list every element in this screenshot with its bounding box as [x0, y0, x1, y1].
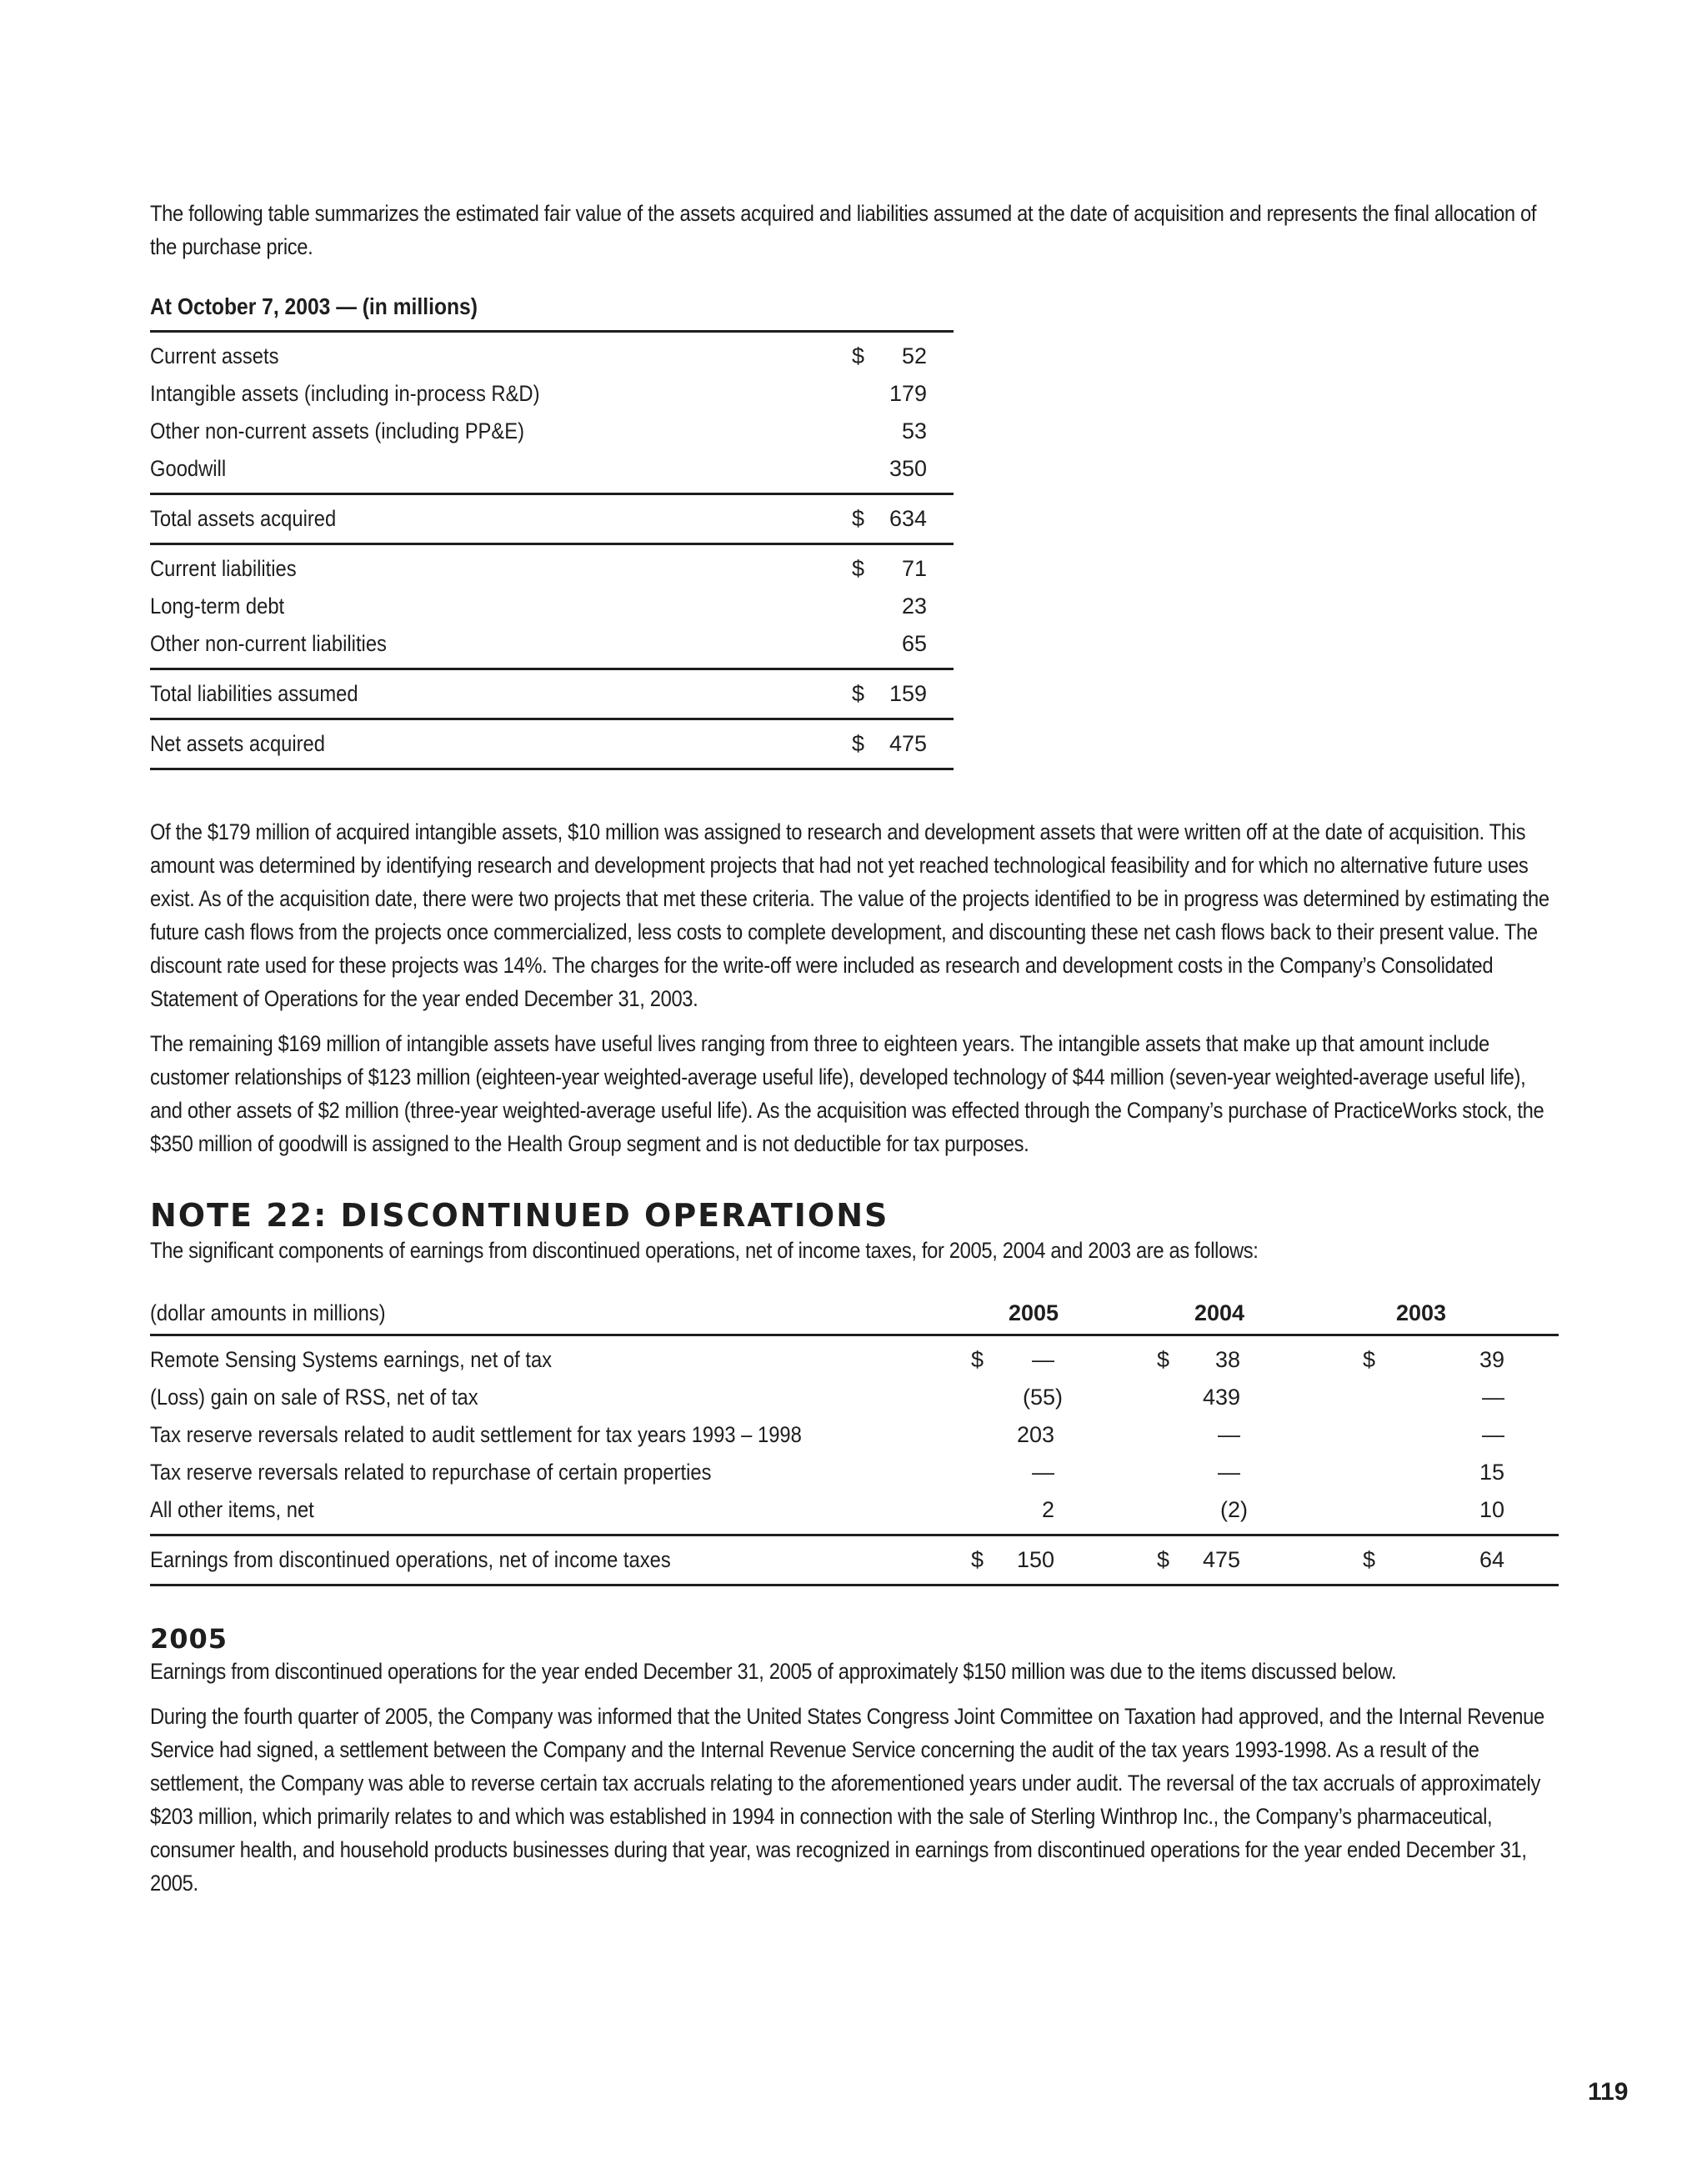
cell-value: (55)	[1022, 1385, 1063, 1410]
cell-value: —	[1482, 1422, 1504, 1447]
page-content	[150, 197, 1559, 1900]
row-value: 159	[889, 681, 927, 706]
table-row	[150, 450, 954, 488]
row-label: Remote Sensing Systems earnings, net of tax	[150, 1347, 553, 1372]
table-header	[150, 1292, 1559, 1336]
net-assets-row-group	[150, 718, 954, 770]
row-value: 23	[901, 594, 927, 619]
year-header: 2004	[1194, 1300, 1245, 1325]
table-row	[150, 1416, 1559, 1454]
cell-value: —	[1218, 1460, 1240, 1485]
row-label: (Loss) gain on sale of RSS, net of tax	[150, 1385, 478, 1410]
cell-value: —	[1032, 1347, 1054, 1372]
row-value: 179	[889, 381, 927, 406]
remaining-intangibles-paragraph: The remaining $169 million of intangible assets have useful lives ranging from three to eighteen years. The intangible assets that make up that amount include customer relationships of $123 million (eighteen-year weighted-average useful life), developed technology of $44 million (seven-year weighted-average useful life), and other assets of $2 million (three-year weighted-average useful life). As the acquisition was effected through the Company’s purchase of PracticeWorks stock, the $350 million of goodwill is assigned to the Health Group segment and is not deductible for tax purposes.	[150, 1031, 1544, 1156]
table-row	[150, 338, 954, 375]
disc-rows	[150, 1336, 1559, 1534]
row-label: Goodwill	[150, 456, 227, 481]
cell-value: 64	[1479, 1547, 1504, 1572]
table-row	[150, 1491, 1559, 1529]
row-value: 53	[901, 418, 927, 443]
cell-value: —	[1482, 1385, 1504, 1410]
assets-group	[150, 333, 954, 493]
row-label: Net assets acquired	[150, 731, 325, 756]
year-header: 2005	[1008, 1300, 1059, 1325]
table-row	[150, 1454, 1559, 1491]
total-row	[150, 675, 954, 713]
currency-symbol: $	[852, 731, 865, 756]
row-value: 65	[901, 631, 927, 656]
total-row	[150, 725, 954, 763]
year-header: 2003	[1395, 1300, 1447, 1325]
row-value: 350	[889, 456, 927, 481]
subheading-2005: 2005	[150, 1623, 228, 1655]
currency-symbol: $	[971, 1347, 984, 1372]
row-label: Tax reserve reversals related to audit settlement for tax years 1993 – 1998	[150, 1422, 802, 1447]
note-intro: The significant components of earnings from discontinued operations, net of income taxes, for 2005, 2004 and 2003 are as follows:	[150, 1238, 1259, 1263]
currency-symbol: $	[852, 343, 865, 368]
currency-symbol: $	[852, 506, 865, 531]
total-liabilities-row-group	[150, 668, 954, 718]
row-label: Tax reserve reversals related to repurchase of certain properties	[150, 1460, 712, 1485]
row-label: Long-term debt	[150, 594, 285, 619]
row-label: Total liabilities assumed	[150, 681, 358, 706]
row-label: Current liabilities	[150, 556, 297, 581]
intro-paragraph: The following table summarizes the estimated fair value of the assets acquired and liabilities assumed at the date of acquisition and represents the final allocation of the purchase price.	[150, 201, 1537, 259]
table-row	[150, 588, 954, 625]
currency-symbol: $	[1157, 1347, 1170, 1372]
row-label: Other non-current liabilities	[150, 631, 387, 656]
row-label: Earnings from discontinued operations, net of income taxes	[150, 1547, 671, 1572]
disc-total-group	[150, 1534, 1559, 1586]
cell-value: —	[1218, 1422, 1240, 1447]
table-row	[150, 1341, 1559, 1379]
cell-value: 150	[1016, 1547, 1054, 1572]
cell-value: —	[1032, 1460, 1054, 1485]
currency-symbol: $	[852, 556, 865, 581]
row-value: 475	[889, 731, 927, 756]
total-row	[150, 500, 954, 538]
cell-value: 10	[1479, 1497, 1504, 1522]
table-row	[150, 625, 954, 663]
row-label: Total assets acquired	[150, 506, 337, 531]
paragraph-2005-summary: Earnings from discontinued operations for the year ended December 31, 2005 of approximately $150 million was due to the items discussed below.	[150, 1659, 1397, 1684]
row-label: Other non-current assets (including PP&E)	[150, 418, 525, 443]
note-heading: NOTE 22: DISCONTINUED OPERATIONS	[150, 1197, 889, 1234]
table-row	[150, 550, 954, 588]
allocation-table	[150, 330, 954, 770]
cell-value: 2	[1041, 1497, 1054, 1522]
row-label: All other items, net	[150, 1497, 314, 1522]
allocation-table-title: At October 7, 2003 — (in millions)	[150, 293, 478, 319]
table-row	[150, 413, 954, 450]
row-label: Current assets	[150, 343, 279, 368]
liabilities-group	[150, 543, 954, 668]
currency-symbol: $	[852, 681, 865, 706]
row-label: Intangible assets (including in-process R&D)	[150, 381, 540, 406]
cell-value: 39	[1479, 1347, 1504, 1372]
page-number: 119	[1588, 2078, 1629, 2106]
cell-value: 203	[1016, 1422, 1054, 1447]
cell-value: 15	[1479, 1460, 1504, 1485]
currency-symbol: $	[1363, 1347, 1376, 1372]
currency-symbol: $	[1363, 1547, 1376, 1572]
currency-symbol: $	[1157, 1547, 1170, 1572]
paragraph-2005-settlement: During the fourth quarter of 2005, the Company was informed that the United States Congress Joint Committee on Taxation had approved, and the Internal Revenue Service had signed, a settlement between the Company and the Internal Revenue Service concerning the audit of the tax years 1993-1998. As a result of the settlement, the Company was able to reverse certain tax accruals relating to the aforementioned years under audit. The reversal of the tax accruals of approximately $203 million, which primarily relates to and which was established in 1994 in connection with the sale of Sterling Winthrop Inc., the Company’s pharmaceutical, consumer health, and household products businesses during that year, was recognized in earnings from discontinued operations for the year ended December 31, 2005.	[150, 1704, 1544, 1896]
table-row	[150, 375, 954, 413]
row-value: 634	[889, 506, 927, 531]
intangibles-paragraph: Of the $179 million of acquired intangible assets, $10 million was assigned to research and development assets that were written off at the date of acquisition. This amount was determined by identifying research and development projects that had not yet reached technological feasibility and for which no alternative future uses exist. As of the acquisition date, there were two projects that met these criteria. The value of the projects identified to be in progress was determined by estimating the future cash flows from the projects once commercialized, less costs to complete development, and discounting these net cash flows back to their present value. The discount rate used for these projects was 14%. The charges for the write-off were included as research and development costs in the Company’s Consolidated Statement of Operations for the year ended December 31, 2003.	[150, 819, 1549, 1011]
cell-value: 475	[1202, 1547, 1240, 1572]
cell-value: (2)	[1220, 1497, 1248, 1522]
row-value: 71	[901, 556, 927, 581]
total-row	[150, 1541, 1559, 1579]
discontinued-operations-table	[150, 1292, 1559, 1586]
cell-value: 38	[1214, 1347, 1240, 1372]
table-row	[150, 1379, 1559, 1416]
header-label: (dollar amounts in millions)	[150, 1300, 386, 1325]
row-value: 52	[901, 343, 927, 368]
currency-symbol: $	[971, 1547, 984, 1572]
cell-value: 439	[1202, 1385, 1240, 1410]
total-assets-row-group	[150, 493, 954, 543]
